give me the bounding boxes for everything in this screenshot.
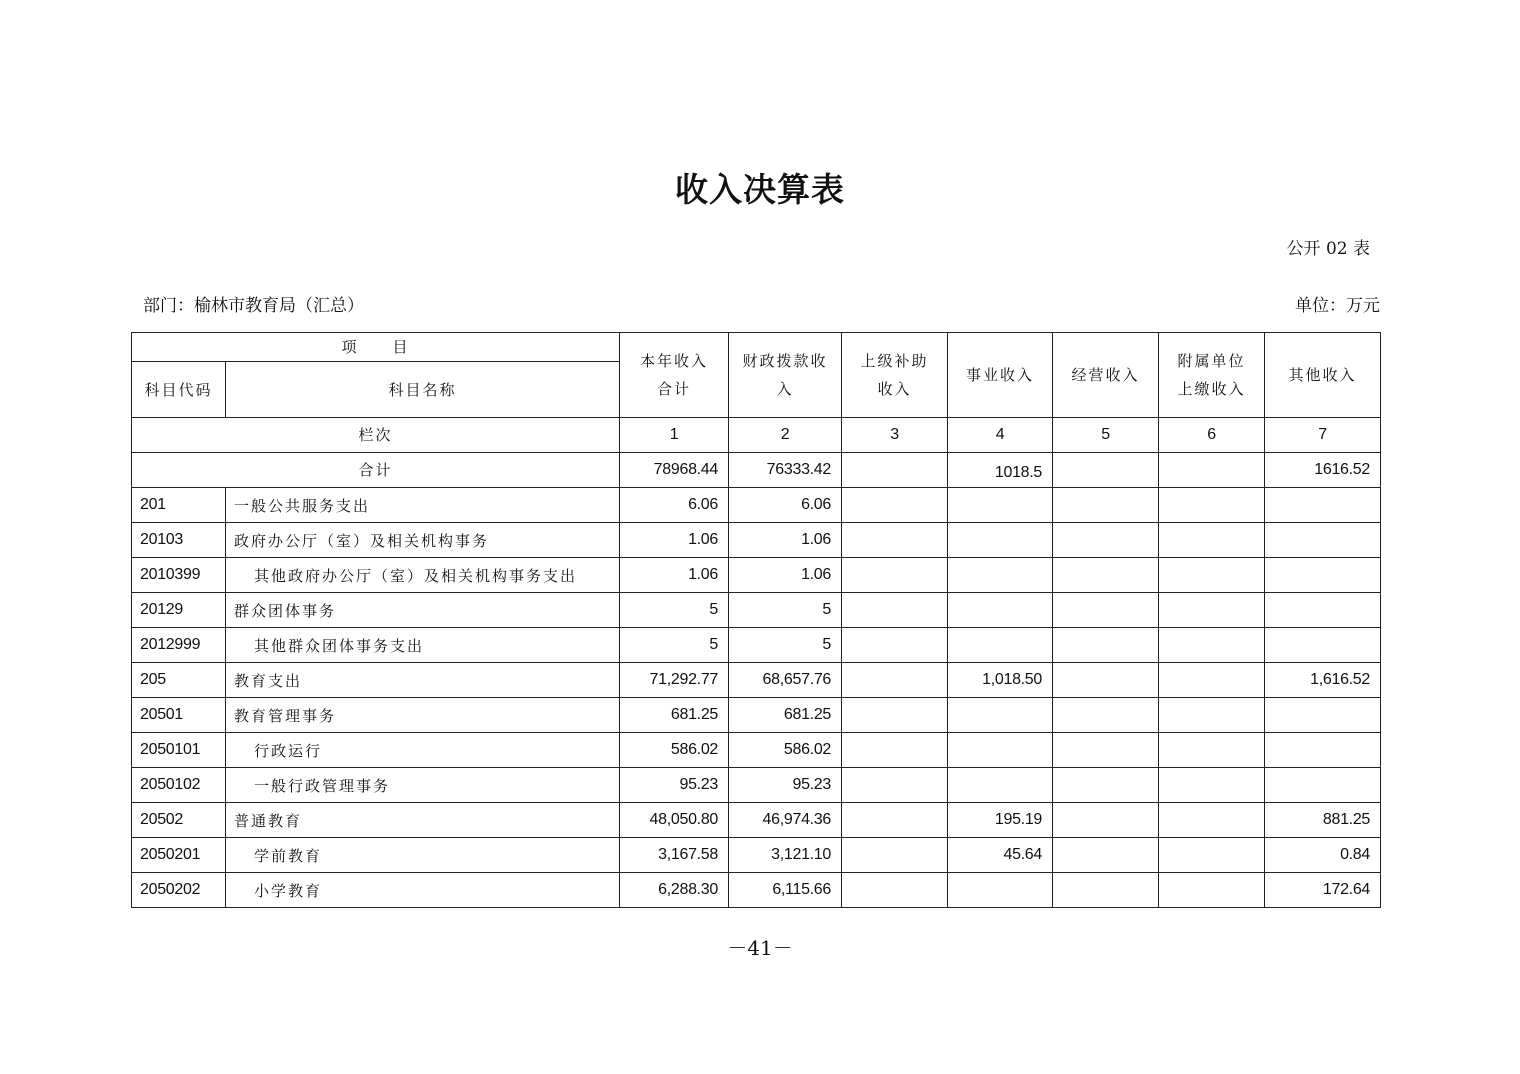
amount-cell [842, 873, 948, 908]
amount-cell: 1.06 [729, 523, 842, 558]
subject-code: 2050102 [132, 768, 226, 803]
amount-cell: 5 [620, 593, 729, 628]
column-number-row [132, 418, 1381, 453]
total-label: 合计 [132, 453, 620, 488]
amount-cell [1159, 593, 1265, 628]
amount-cell: 1.06 [729, 558, 842, 593]
column-number: 2 [729, 418, 842, 453]
amount-cell [1053, 558, 1159, 593]
column-number: 1 [620, 418, 729, 453]
total-value: 78968.44 [620, 453, 729, 488]
table-row [132, 628, 1381, 663]
total-value: 76333.42 [729, 453, 842, 488]
amount-cell: 68,657.76 [729, 663, 842, 698]
amount-cell [1265, 628, 1381, 663]
amount-cell [842, 698, 948, 733]
amount-cell [948, 768, 1053, 803]
amount-cell [1159, 628, 1265, 663]
income-statement-table [131, 332, 1381, 908]
amount-cell [1159, 558, 1265, 593]
amount-cell [842, 628, 948, 663]
table-row [132, 558, 1381, 593]
subject-name: 小学教育 [226, 873, 620, 908]
subject-code: 201 [132, 488, 226, 523]
amount-cell [1053, 803, 1159, 838]
amount-cell [1159, 523, 1265, 558]
amount-cell: 172.64 [1265, 873, 1381, 908]
table-row [132, 523, 1381, 558]
subject-name: 教育管理事务 [226, 698, 620, 733]
amount-cell [1265, 593, 1381, 628]
amount-cell [1053, 523, 1159, 558]
total-value [1159, 453, 1265, 488]
table-row [132, 663, 1381, 698]
amount-cell: 6,288.30 [620, 873, 729, 908]
total-row [132, 453, 1381, 488]
table-row [132, 698, 1381, 733]
amount-cell: 681.25 [620, 698, 729, 733]
amount-cell: 1,018.50 [948, 663, 1053, 698]
total-value: 1616.52 [1265, 453, 1381, 488]
subject-code: 20501 [132, 698, 226, 733]
amount-cell [1053, 593, 1159, 628]
subject-name: 政府办公厅（室）及相关机构事务 [226, 523, 620, 558]
form-number: 公开 02 表 [1286, 239, 1370, 259]
header-fiscal-income: 财政拨款收 入 [729, 333, 842, 418]
header-affiliated-income: 附属单位 上缴收入 [1159, 333, 1265, 418]
amount-cell [842, 558, 948, 593]
amount-cell: 586.02 [729, 733, 842, 768]
amount-cell [842, 768, 948, 803]
header-subject-name: 科目名称 [226, 362, 620, 418]
table-row [132, 803, 1381, 838]
subject-code: 205 [132, 663, 226, 698]
table-row [132, 733, 1381, 768]
department-label: 部门：榆林市教育局（汇总） [143, 296, 364, 316]
subject-name: 学前教育 [226, 838, 620, 873]
amount-cell [1053, 838, 1159, 873]
amount-cell: 45.64 [948, 838, 1053, 873]
amount-cell: 3,121.10 [729, 838, 842, 873]
unit-label: 单位：万元 [1295, 296, 1380, 316]
amount-cell [1265, 733, 1381, 768]
amount-cell: 1.06 [620, 558, 729, 593]
subject-name: 普通教育 [226, 803, 620, 838]
subject-code: 20129 [132, 593, 226, 628]
amount-cell [1265, 698, 1381, 733]
subject-code: 20103 [132, 523, 226, 558]
amount-cell: 6,115.66 [729, 873, 842, 908]
column-number: 6 [1159, 418, 1265, 453]
amount-cell [948, 593, 1053, 628]
amount-cell [1159, 663, 1265, 698]
amount-cell: 95.23 [620, 768, 729, 803]
amount-cell [1265, 558, 1381, 593]
subject-name: 其他政府办公厅（室）及相关机构事务支出 [226, 558, 620, 593]
amount-cell [1159, 488, 1265, 523]
amount-cell: 71,292.77 [620, 663, 729, 698]
amount-cell [1053, 663, 1159, 698]
table-row [132, 593, 1381, 628]
amount-cell [1053, 873, 1159, 908]
column-number: 3 [842, 418, 948, 453]
amount-cell [948, 523, 1053, 558]
total-value [1053, 453, 1159, 488]
amount-cell [1159, 803, 1265, 838]
table-row [132, 768, 1381, 803]
table-row [132, 873, 1381, 908]
subject-name: 一般行政管理事务 [226, 768, 620, 803]
amount-cell: 681.25 [729, 698, 842, 733]
amount-cell [1053, 628, 1159, 663]
amount-cell [842, 838, 948, 873]
subject-code: 20502 [132, 803, 226, 838]
amount-cell [948, 873, 1053, 908]
amount-cell: 5 [620, 628, 729, 663]
amount-cell [1265, 488, 1381, 523]
amount-cell [1159, 698, 1265, 733]
header-total-income: 本年收入 合计 [620, 333, 729, 418]
amount-cell [1159, 873, 1265, 908]
subject-code: 2050101 [132, 733, 226, 768]
amount-cell: 5 [729, 593, 842, 628]
amount-cell: 586.02 [620, 733, 729, 768]
amount-cell [842, 803, 948, 838]
amount-cell: 95.23 [729, 768, 842, 803]
header-business-income: 事业收入 [948, 333, 1053, 418]
page-title: 收入决算表 [675, 170, 845, 209]
column-number-label: 栏次 [132, 418, 620, 453]
amount-cell [1159, 733, 1265, 768]
page-number: －41－ [727, 936, 793, 960]
amount-cell: 6.06 [729, 488, 842, 523]
amount-cell [948, 558, 1053, 593]
subject-code: 2012999 [132, 628, 226, 663]
amount-cell: 1.06 [620, 523, 729, 558]
table-row [132, 838, 1381, 873]
column-number: 7 [1265, 418, 1381, 453]
amount-cell [1265, 768, 1381, 803]
subject-name: 行政运行 [226, 733, 620, 768]
amount-cell: 1,616.52 [1265, 663, 1381, 698]
subject-code: 2050202 [132, 873, 226, 908]
subject-name: 一般公共服务支出 [226, 488, 620, 523]
header-other-income: 其他收入 [1265, 333, 1381, 418]
amount-cell: 881.25 [1265, 803, 1381, 838]
amount-cell: 3,167.58 [620, 838, 729, 873]
amount-cell: 48,050.80 [620, 803, 729, 838]
amount-cell [948, 628, 1053, 663]
subject-name: 教育支出 [226, 663, 620, 698]
total-value [842, 453, 948, 488]
amount-cell [948, 733, 1053, 768]
amount-cell [842, 523, 948, 558]
amount-cell: 0.84 [1265, 838, 1381, 873]
header-item: 项 目 [132, 333, 620, 362]
header-operating-income: 经营收入 [1053, 333, 1159, 418]
subject-code: 2050201 [132, 838, 226, 873]
amount-cell [842, 663, 948, 698]
table-row [132, 488, 1381, 523]
subject-name: 群众团体事务 [226, 593, 620, 628]
header-superior-subsidy: 上级补助 收入 [842, 333, 948, 418]
subject-code: 2010399 [132, 558, 226, 593]
amount-cell [1053, 733, 1159, 768]
column-number: 4 [948, 418, 1053, 453]
amount-cell [948, 698, 1053, 733]
amount-cell [1053, 698, 1159, 733]
column-number: 5 [1053, 418, 1159, 453]
amount-cell [1053, 768, 1159, 803]
amount-cell: 46,974.36 [729, 803, 842, 838]
subject-name: 其他群众团体事务支出 [226, 628, 620, 663]
amount-cell [948, 488, 1053, 523]
amount-cell [842, 593, 948, 628]
amount-cell [842, 733, 948, 768]
total-value: 1018.5 [948, 453, 1053, 488]
amount-cell [842, 488, 948, 523]
amount-cell: 5 [729, 628, 842, 663]
amount-cell [1159, 838, 1265, 873]
amount-cell: 6.06 [620, 488, 729, 523]
amount-cell [1053, 488, 1159, 523]
amount-cell [1265, 523, 1381, 558]
amount-cell: 195.19 [948, 803, 1053, 838]
amount-cell [1159, 768, 1265, 803]
header-subject-code: 科目代码 [132, 362, 226, 418]
